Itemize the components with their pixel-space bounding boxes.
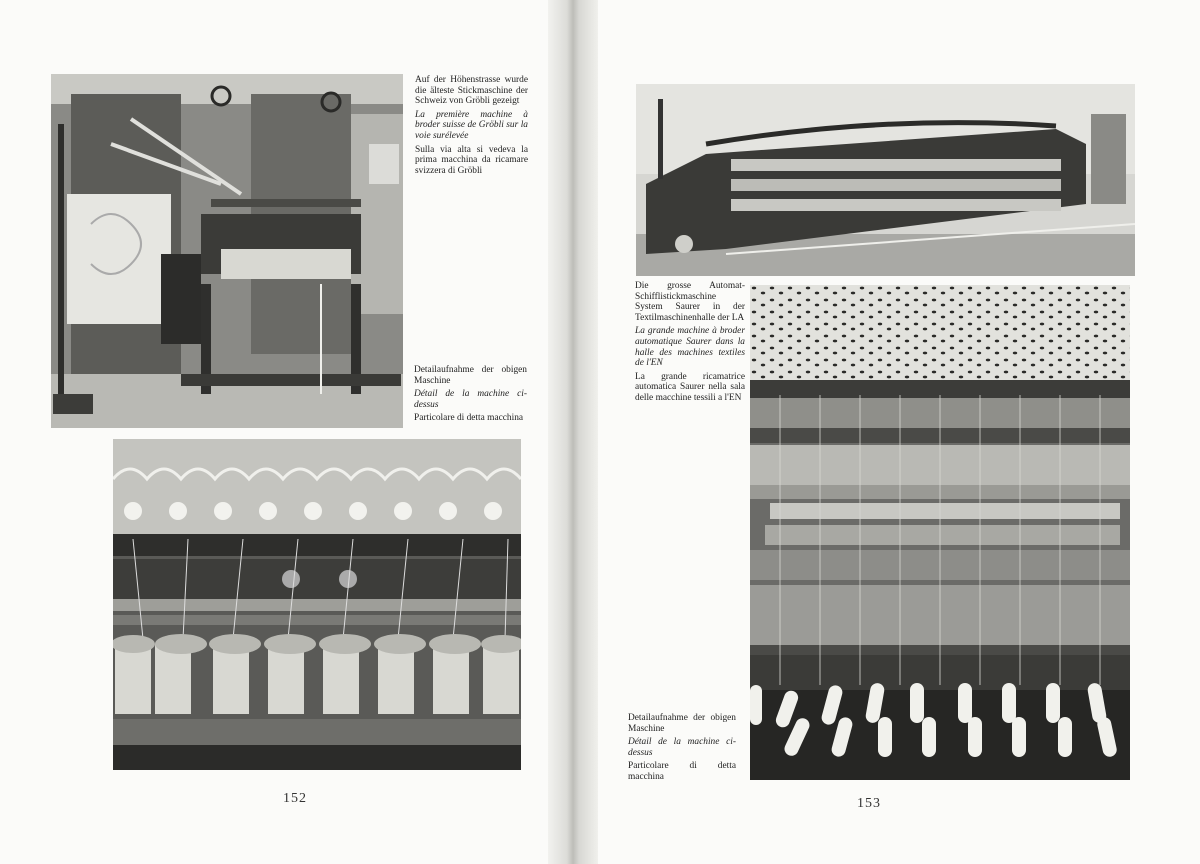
saurer-schiffli-machine-photo	[636, 84, 1135, 276]
left-page	[0, 0, 548, 864]
caption-text-it: La grande ricamatrice automatica Saurer nella sala delle macchine tessili a l'EN	[635, 371, 745, 403]
book-gutter	[548, 0, 598, 864]
caption-text-de: Die grosse Automat-Schifflistickmaschine System Saurer in der Textilmaschinenhalle der LA	[635, 281, 745, 323]
machine-detail-photo-right	[750, 285, 1130, 780]
page-number-left: 152	[283, 791, 307, 806]
groebli-embroidery-machine-photo	[51, 74, 403, 428]
caption-text-fr: La première machine à broder suisse de Gröbli sur la voie surélevée	[415, 109, 528, 141]
detail-text-it: Particolare di detta macchina	[414, 413, 524, 424]
caption-text-it: Sulla via alta si vedeva la prima macchina da ricamare svizzera di Gröbli	[415, 144, 528, 176]
caption-detail-left	[414, 365, 527, 427]
detail-text-de: Detailaufnahme der obigen Maschine	[628, 713, 736, 734]
detail-text-de: Detailaufnahme der obigen Maschine	[414, 365, 527, 386]
machine-detail-photo-left	[113, 439, 521, 770]
detail-text-it: Particolare di detta macchina	[628, 761, 736, 782]
right-page	[598, 0, 1200, 864]
caption-detail-right	[628, 713, 736, 786]
detail-text-fr: Détail de la machine ci-dessus	[628, 737, 736, 758]
caption-groebli-machine	[415, 75, 528, 179]
page-number-right: 153	[857, 796, 881, 811]
caption-text-fr: La grande machine à broder automatique Saurer dans la halle des machines textiles de l'EN	[635, 326, 745, 369]
caption-text-de: Auf der Höhenstrasse wurde die älteste Stickmaschine der Schweiz von Gröbli gezeigt	[415, 75, 528, 107]
detail-text-fr: Détail de la machine ci-dessus	[414, 389, 527, 410]
caption-saurer-machine	[635, 281, 745, 407]
